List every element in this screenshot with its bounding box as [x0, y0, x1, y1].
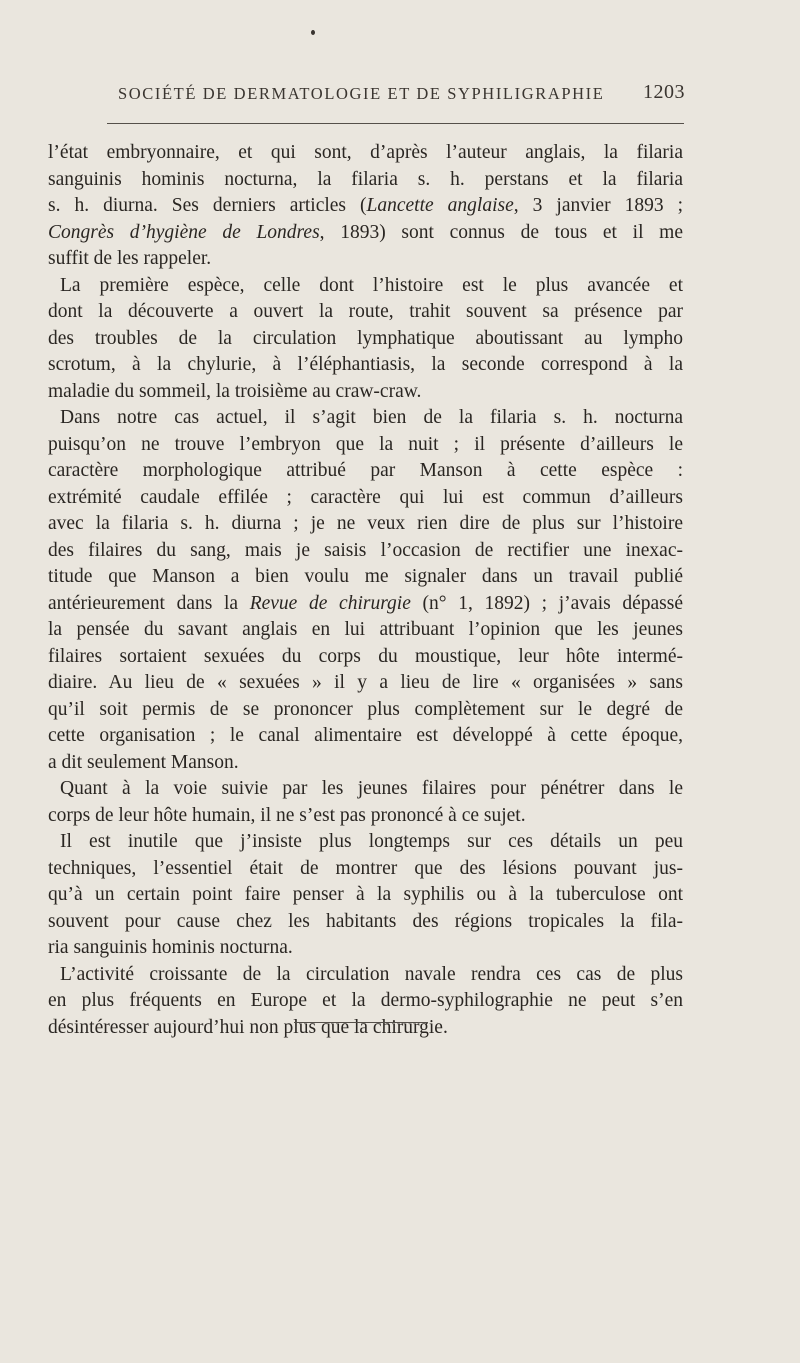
text-line: suffit de les rappeler.	[48, 248, 212, 269]
text-line	[48, 591, 683, 618]
text-line: filaires sortaient sexuées du corps du moustique, leur hôte intermé-	[48, 645, 683, 667]
closing-rule	[294, 1022, 428, 1023]
body-text	[48, 140, 683, 1041]
text-line: des filaires du sang, mais je saisis l’occasion de rectifier une inexac-	[48, 539, 683, 561]
italic-run: Revue de chirurgie	[249, 592, 411, 614]
text-line: diaire. Au lieu de « sexuées » il y a lieu de lire « organisées » sans	[48, 672, 683, 693]
text-run: s. h. diurna. Ses derniers articles (	[48, 195, 367, 216]
text-run: (n° 1, 1892) ; j’avais dépassé	[410, 592, 683, 614]
text-line: qu’il soit permis de se prononcer plus complètement sur le degré de	[48, 698, 683, 720]
text-line: ria sanguinis hominis nocturna.	[48, 937, 293, 958]
text-run: , 1893) sont connus de tous et il me	[319, 221, 684, 243]
text-line: techniques, l’essentiel était de montrer que des lésions pouvant jus-	[48, 857, 683, 879]
text-line	[48, 220, 683, 247]
text-line: désintéresser aujourd’hui non plus que la chirurgie.	[48, 1016, 448, 1038]
text-line: a dit seulement Manson.	[48, 751, 239, 773]
text-line: extrémité caudale effilée ; caractère qui lui est commun d’ailleurs	[48, 486, 683, 508]
text-line: caractère morphologique attribué par Manson à cette espèce :	[48, 460, 683, 481]
text-line: avec la filaria s. h. diurna ; je ne veux rien dire de plus sur l’histoire	[48, 513, 683, 534]
text-line: titude que Manson a bien voulu me signaler dans un travail publié	[48, 566, 683, 587]
text-run: , 3 janvier 1893 ;	[513, 195, 684, 216]
text-line: La première espèce, celle dont l’histoire est le plus avancée et	[60, 274, 683, 296]
text-line: L’activité croissante de la circulation navale rendra ces cas de plus	[60, 963, 683, 985]
text-line: maladie du sommeil, la troisième au craw-craw.	[48, 380, 422, 402]
text-line: l’état embryonnaire, et qui sont, d’après l’auteur anglais, la filaria	[48, 142, 683, 163]
text-line: puisqu’on ne trouve l’embryon que la nuit ; il présente d’ailleurs le	[48, 433, 683, 455]
text-line: corps de leur hôte humain, il ne s’est pas prononcé à ce sujet.	[48, 804, 526, 826]
text-line: Quant à la voie suivie par les jeunes filaires pour pénétrer dans le	[60, 778, 683, 799]
text-line: scrotum, à la chylurie, à l’éléphantiasis, la seconde correspond à la	[48, 354, 683, 375]
italic-run: Lancette anglaise	[366, 195, 514, 216]
header-rule	[107, 123, 684, 124]
text-line: des troubles de la circulation lymphatique aboutissant au lympho	[48, 327, 683, 349]
text-line: sanguinis hominis nocturna, la filaria s. h. perstans et la filaria	[48, 168, 683, 190]
text-line: cette organisation ; le canal alimentaire est développé à cette époque,	[48, 725, 683, 746]
italic-run: Congrès d’hygiène de Londres	[48, 221, 320, 243]
running-head-title: SOCIÉTÉ DE DERMATOLOGIE ET DE SYPHILIGRAPHIE	[118, 84, 605, 103]
text-line: Dans notre cas actuel, il s’agit bien de la filaria s. h. nocturna	[60, 407, 683, 428]
text-run: antérieurement dans la	[48, 592, 250, 614]
text-line: souvent pour cause chez les habitants des régions tropicales la fila-	[48, 910, 683, 932]
text-line	[48, 193, 683, 220]
ink-speck	[311, 30, 315, 35]
text-line: Il est inutile que j’insiste plus longtemps sur ces détails un peu	[60, 831, 683, 852]
page-number: 1203	[643, 81, 685, 103]
text-line: dont la découverte a ouvert la route, trahit souvent sa présence par	[48, 301, 683, 322]
text-line: la pensée du savant anglais en lui attribuant l’opinion que les jeunes	[48, 619, 683, 640]
text-line: en plus fréquents en Europe et la dermo-syphilographie ne peut s’en	[48, 990, 683, 1011]
text-line: qu’à un certain point faire penser à la syphilis ou à la tuberculose ont	[48, 884, 683, 905]
